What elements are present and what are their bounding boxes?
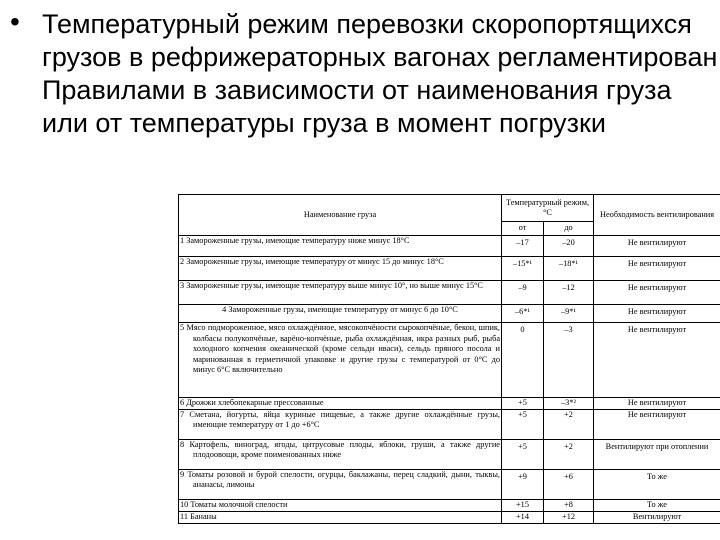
table-row — [179, 439, 720, 469]
ventilation: Не вентилируют — [594, 305, 720, 323]
temp-to: –3 — [544, 323, 594, 398]
temp-from: +5 — [502, 439, 544, 469]
temp-to: +2 — [544, 409, 594, 439]
temp-to: +12 — [544, 511, 594, 523]
header-from: от — [502, 222, 544, 236]
header-temperature: Температурный режим,°С — [502, 195, 594, 222]
temp-to: +6 — [544, 469, 594, 499]
bullet-text: Температурный режим перевозки скоропортящихся грузов в рефрижераторных вагонах регламентирован Правилами в зависимости от наименования груза или от температуры груза в момент погрузки — [42, 9, 718, 138]
cargo-name: 6 Дрожжи хлебопекарные прессованные — [179, 398, 502, 410]
ventilation: Вентилируют — [594, 511, 720, 523]
cargo-name: 7 Сметана, йогурты, яйца куриные пищевые, а также другие охлаждённые грузы, имеющие температуру от 1 до +6°С — [179, 409, 502, 439]
temp-from: +15 — [502, 499, 544, 511]
cargo-name: 1 Замороженные грузы, имеющие температуру ниже минус 18°С — [179, 236, 502, 257]
table-row — [179, 511, 720, 523]
temp-from: –9 — [502, 281, 544, 305]
temp-to: –18*¹ — [544, 257, 594, 281]
temp-from: –6*¹ — [502, 305, 544, 323]
temp-to: –12 — [544, 281, 594, 305]
temp-from: –17 — [502, 236, 544, 257]
table-row — [179, 257, 720, 281]
ventilation: Не вентилируют — [594, 323, 720, 398]
temp-from: –15*¹ — [502, 257, 544, 281]
table-row — [179, 236, 720, 257]
ventilation: Не вентилируют — [594, 257, 720, 281]
table-row — [179, 323, 720, 398]
cargo-name: 11 Бананы — [179, 511, 502, 523]
table-row — [179, 281, 720, 305]
bullet-marker: • — [10, 6, 20, 37]
header-ventilation: Необходимость вентилирования — [594, 195, 720, 236]
table-row — [179, 499, 720, 511]
temp-to: –20 — [544, 236, 594, 257]
header-to: до — [544, 222, 594, 236]
ventilation: То же — [594, 469, 720, 499]
cargo-name: 9 Томаты розовой и бурой спелости, огурцы, баклажаны, перец сладкий, дыни, тыквы, ананасы, лимоны — [179, 469, 502, 499]
table-row — [179, 409, 720, 439]
cargo-name: 4 Замороженные грузы, имеющие температуру от минус 6 до 10°С — [179, 305, 502, 323]
ventilation: Не вентилируют — [594, 398, 720, 410]
ventilation: Не вентилируют — [594, 281, 720, 305]
table-row — [179, 469, 720, 499]
temp-from: +5 — [502, 409, 544, 439]
ventilation: Не вентилируют — [594, 236, 720, 257]
cargo-name: 2 Замороженные грузы, имеющие температуру от минус 15 до минус 18°С — [179, 257, 502, 281]
temp-from: +14 — [502, 511, 544, 523]
temp-from: +5 — [502, 398, 544, 410]
temp-to: +8 — [544, 499, 594, 511]
ventilation: То же — [594, 499, 720, 511]
temperature-table — [178, 194, 720, 524]
header-cargo-name: Наименование груза — [179, 195, 502, 236]
table-row — [179, 305, 720, 323]
cargo-name: 5 Мясо подмороженное, мясо охлаждённое, мясокопчёности сырокопчёные, бекон, шпик, колбасы полукопчёные, варёно-копчёные, рыба охлаждённая, икра разных рыб, рыба холодного копчения океанической (кроме сельди иваси), сельдь пряного посола и маринованная в герметичной упаковке и другие грузы с температурой от 0°С до минус 6°С включительно — [179, 323, 502, 398]
ventilation: Вентилируют при отоплении — [594, 439, 720, 469]
ventilation: Не вентилируют — [594, 409, 720, 439]
temp-to: –3*² — [544, 398, 594, 410]
temp-from: 0 — [502, 323, 544, 398]
temp-to: –9*¹ — [544, 305, 594, 323]
cargo-name: 3 Замороженные грузы, имеющие температуру выше минус 10°, но выше минус 15°С — [179, 281, 502, 305]
cargo-name: 10 Томаты молочной спелости — [179, 499, 502, 511]
temp-to: +2 — [544, 439, 594, 469]
table-row — [179, 398, 720, 410]
cargo-name: 8 Картофель, виноград, ягоды, цитрусовые плоды, яблоки, груши, а также другие плодоовощи, кроме поименованных ниже — [179, 439, 502, 469]
temp-from: +9 — [502, 469, 544, 499]
